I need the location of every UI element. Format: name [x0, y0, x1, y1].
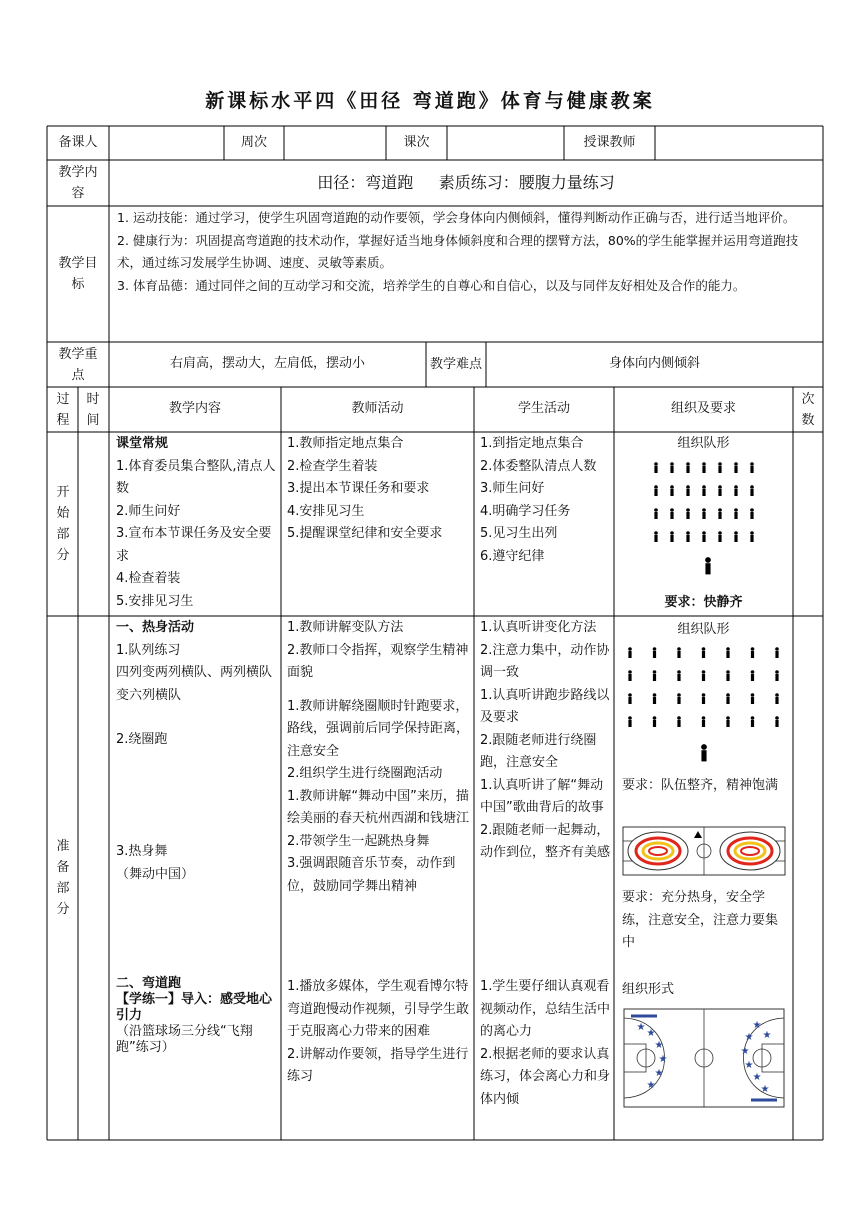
start-content-item: 5.安排见习生	[116, 593, 194, 609]
lesson-label: 课次	[403, 134, 430, 150]
start-student-item: 3.师生问好	[480, 481, 545, 496]
goal-item: 3. 体育品德：通过同伴之间的互动学习和交流，培养学生的自尊心和自信心，以及与同伴友好相处及合作的能力。	[117, 277, 746, 293]
col-student: 学生活动	[517, 401, 570, 417]
student-figure-icon	[734, 462, 738, 473]
goal-item: 1. 运动技能：通过学习，使学生巩固弯道跑的动作要领，学会身体向内侧倾斜，懂得判断动作正确与否，进行适当地评价。	[117, 210, 796, 225]
prep-student-item: 2.跟随老师一起舞动，动作到位，整齐有美感	[480, 822, 611, 860]
prep-student-item: 2.注意力集中，动作协调一致	[480, 642, 610, 680]
prep-student-item: 1.学生要仔细认真观看视频动作，总结生活中的离心力	[480, 979, 611, 1039]
student-figure-icon	[702, 462, 706, 473]
prep-org-requirement-2: 要求：充分热身，安全学练，注意安全，注意力要集中	[622, 890, 779, 950]
prep-teacher-item: 1.教师讲解绕圈顺时针跑要求，路线，强调前后同学保持距离，注意安全	[287, 698, 470, 759]
start-student-item: 5.见习生出列	[480, 526, 558, 541]
student-figure-icon	[775, 693, 779, 704]
student-star-icon: ★	[760, 1084, 770, 1095]
warmup-item-3-desc: （舞动中国）	[116, 866, 195, 882]
student-figure-icon	[702, 716, 706, 727]
student-figure-icon	[677, 716, 681, 727]
student-figure-icon	[702, 485, 706, 496]
student-figure-icon	[702, 531, 706, 542]
student-star-icon: ★	[752, 1020, 762, 1031]
student-figure-icon	[702, 647, 706, 658]
prep-teacher-item: 1.教师讲解“舞动中国”来历，描绘美丽的春天杭州西湖和钱塘江	[287, 788, 470, 826]
start-teacher-item: 3.提出本节课任务和要求	[287, 481, 430, 496]
student-figure-icon	[718, 531, 722, 542]
col-content: 教学内容	[168, 401, 221, 417]
curve-run-block	[116, 976, 278, 1056]
start-student-item: 4.明确学习任务	[480, 503, 571, 519]
student-figure-icon	[653, 716, 657, 727]
student-figure-icon	[654, 531, 658, 542]
col-organization: 组织及要求	[670, 401, 736, 417]
student-figure-icon	[653, 693, 657, 704]
start-content-item: 3.宣布本节课任务及安全要求	[116, 526, 272, 564]
goals-list	[117, 207, 817, 297]
prep-student-activity-curve	[480, 976, 610, 1111]
student-figure-icon	[628, 647, 632, 658]
student-star-icon: ★	[646, 1028, 656, 1039]
prep-content	[116, 617, 278, 707]
student-star-icon: ★	[762, 1030, 772, 1041]
start-student-item: 6.遵守纪律	[480, 548, 545, 564]
student-figure-icon	[686, 508, 690, 519]
student-figure-icon	[718, 462, 722, 473]
student-figure-icon	[701, 744, 707, 761]
student-figure-icon	[734, 531, 738, 542]
student-star-icon: ★	[658, 1054, 668, 1065]
student-star-icon: ★	[744, 1032, 754, 1043]
practice-desc: （沿篮球场三分线“飞翔跑”练习）	[116, 1024, 253, 1055]
curve-run-title: 二、弯道跑	[116, 976, 182, 991]
start-content-title: 课堂常规	[116, 436, 169, 451]
start-teacher-item: 2.检查学生着装	[287, 458, 378, 474]
student-figure-icon	[750, 462, 754, 473]
warmup-item-1: 1.队列练习	[116, 642, 181, 658]
student-figure-icon	[670, 485, 674, 496]
basketball-court-diagram	[623, 1008, 785, 1108]
org-form-label: 组织形式	[622, 982, 675, 997]
week-label: 周次	[240, 134, 267, 150]
col-process: 过程	[56, 391, 70, 428]
start-content-item: 1.体育委员集合整队,清点人数	[116, 458, 276, 496]
student-figure-icon	[718, 508, 722, 519]
student-figure-icon	[702, 508, 706, 519]
prep-teacher-activity-curve	[287, 976, 469, 1089]
goals-label: 教学目标	[58, 256, 98, 292]
student-figure-icon	[628, 693, 632, 704]
content-value: 田径：弯道跑 素质练习：腰腹力量练习	[317, 172, 615, 192]
prep-section-label: 准备部分	[56, 839, 70, 917]
key-point-value: 右肩高，摆动大，左肩低，摆动小	[169, 356, 365, 372]
prep-teacher-item: 1.播放多媒体，学生观看博尔特弯道跑慢动作视频，引导学生敢于克服离心力带来的困难	[287, 979, 470, 1039]
student-figure-icon	[686, 462, 690, 473]
student-star-icon: ★	[752, 1072, 762, 1083]
difficulty-value: 身体向内侧倾斜	[608, 356, 700, 372]
student-star-icon: ★	[636, 1022, 646, 1033]
student-figure-icon	[734, 508, 738, 519]
student-star-icon: ★	[654, 1040, 664, 1051]
col-teacher: 教师活动	[351, 401, 404, 417]
student-figure-icon	[628, 670, 632, 681]
student-star-icon: ★	[740, 1046, 750, 1057]
student-figure-icon	[750, 508, 754, 519]
student-figure-icon	[750, 485, 754, 496]
start-teacher-item: 4.安排见习生	[287, 503, 365, 519]
start-org-requirement: 要求：快静齐	[664, 595, 743, 610]
student-figure-icon	[628, 716, 632, 727]
student-figure-icon	[751, 647, 755, 658]
col-time: 时间	[86, 391, 100, 428]
start-student-item: 1.到指定地点集合	[480, 436, 584, 451]
start-org-title: 组织队形	[677, 436, 730, 451]
student-figure-icon	[670, 531, 674, 542]
student-star-icon: ★	[654, 1068, 664, 1079]
student-figure-icon	[751, 670, 755, 681]
prep-teacher-item: 2.带领学生一起跳热身舞	[287, 833, 430, 849]
prep-student-item: 1.认真听讲跑步路线以及要求	[480, 687, 610, 725]
prep-student-activity	[480, 617, 610, 865]
student-figure-icon	[670, 508, 674, 519]
warmup-item-3-block	[116, 841, 278, 886]
warmup-title: 一、热身活动	[116, 620, 195, 635]
student-figure-icon	[726, 693, 730, 704]
student-figure-icon	[718, 485, 722, 496]
student-figure-icon	[686, 485, 690, 496]
prep-org-requirement-1: 要求：队伍整齐，精神饱满	[622, 778, 779, 793]
warmup-item-2: 2.绕圈跑	[116, 732, 168, 747]
prep-org-title: 组织队形	[677, 622, 730, 637]
student-figure-icon	[686, 531, 690, 542]
prep-teacher-item: 2.讲解动作要领，指导学生进行练习	[287, 1046, 469, 1084]
goal-item: 2. 健康行为：巩固提高弯道跑的技术动作，掌握好适当地身体倾斜度和合理的摆臂方法，80%的学生能掌握并运用弯道跑技术，通过练习发展学生协调、速度、灵敏等素质。	[117, 232, 799, 270]
student-star-icon: ★	[646, 1080, 656, 1091]
start-content-item: 4.检查着装	[116, 571, 181, 586]
prep-teacher-item: 2.组织学生进行绕圈跑活动	[287, 766, 443, 781]
student-figure-icon	[726, 647, 730, 658]
start-teacher-activity	[287, 433, 469, 546]
prep-student-item: 1.认真听讲变化方法	[480, 620, 597, 635]
student-figure-icon	[677, 647, 681, 658]
student-figure-icon	[775, 670, 779, 681]
student-figure-icon	[734, 485, 738, 496]
prep-student-item: 2.跟随老师进行绕圈跑，注意安全	[480, 732, 597, 770]
start-student-item: 2.体委整队清点人数	[480, 458, 597, 474]
student-figure-icon	[702, 693, 706, 704]
student-figure-icon	[677, 693, 681, 704]
prep-teacher-item: 1.教师讲解变队方法	[287, 620, 404, 635]
start-teacher-item: 1.教师指定地点集合	[287, 436, 404, 451]
practice-title: 【学练一】导入：感受地心引力	[116, 992, 273, 1023]
student-figure-icon	[653, 670, 657, 681]
student-figure-icon	[775, 716, 779, 727]
prep-student-item: 1.认真听讲了解“舞动中国”歌曲背后的故事	[480, 777, 604, 815]
student-figure-icon	[677, 670, 681, 681]
prep-formation-diagram	[622, 643, 786, 769]
start-section-label: 开始部分	[56, 485, 70, 563]
student-star-icon: ★	[744, 1060, 754, 1071]
student-figure-icon	[751, 693, 755, 704]
start-content	[116, 433, 278, 613]
start-content-item: 2.师生问好	[116, 503, 181, 519]
start-student-activity	[480, 433, 610, 568]
warmup-item-3: 3.热身舞	[116, 844, 168, 859]
content-label: 教学内容	[58, 165, 98, 201]
col-times: 次数	[801, 391, 815, 428]
student-figure-icon	[726, 670, 730, 681]
start-teacher-item: 5.提醒课堂纪律和安全要求	[287, 526, 443, 541]
start-formation-diagram	[644, 456, 764, 586]
student-figure-icon	[705, 557, 711, 574]
circle-run-court-diagram	[622, 826, 786, 876]
student-figure-icon	[653, 647, 657, 658]
prep-teacher-activity	[287, 617, 469, 898]
key-point-label: 教学重点	[58, 346, 98, 383]
teacher-label: 授课教师	[583, 134, 636, 150]
prep-student-item: 2.根据老师的要求认真练习，体会离心力和身体内倾	[480, 1046, 611, 1107]
difficulty-label: 教学难点	[430, 357, 483, 372]
prep-teacher-item: 2.教师口令指挥，观察学生精神面貌	[287, 642, 469, 680]
student-figure-icon	[726, 716, 730, 727]
prep-teacher-label: 备课人	[58, 134, 98, 150]
student-figure-icon	[751, 716, 755, 727]
prep-teacher-item: 3.强调跟随音乐节奏，动作到位，鼓励同学舞出精神	[287, 856, 456, 894]
student-figure-icon	[775, 647, 779, 658]
student-figure-icon	[670, 462, 674, 473]
student-figure-icon	[750, 531, 754, 542]
student-figure-icon	[654, 485, 658, 496]
student-figure-icon	[654, 508, 658, 519]
page-title: 新课标水平四《田径 弯道跑》体育与健康教案	[205, 90, 655, 112]
student-figure-icon	[702, 670, 706, 681]
warmup-item-1-desc: 四列变两列横队、两列横队变六列横队	[116, 665, 273, 703]
student-figure-icon	[654, 462, 658, 473]
